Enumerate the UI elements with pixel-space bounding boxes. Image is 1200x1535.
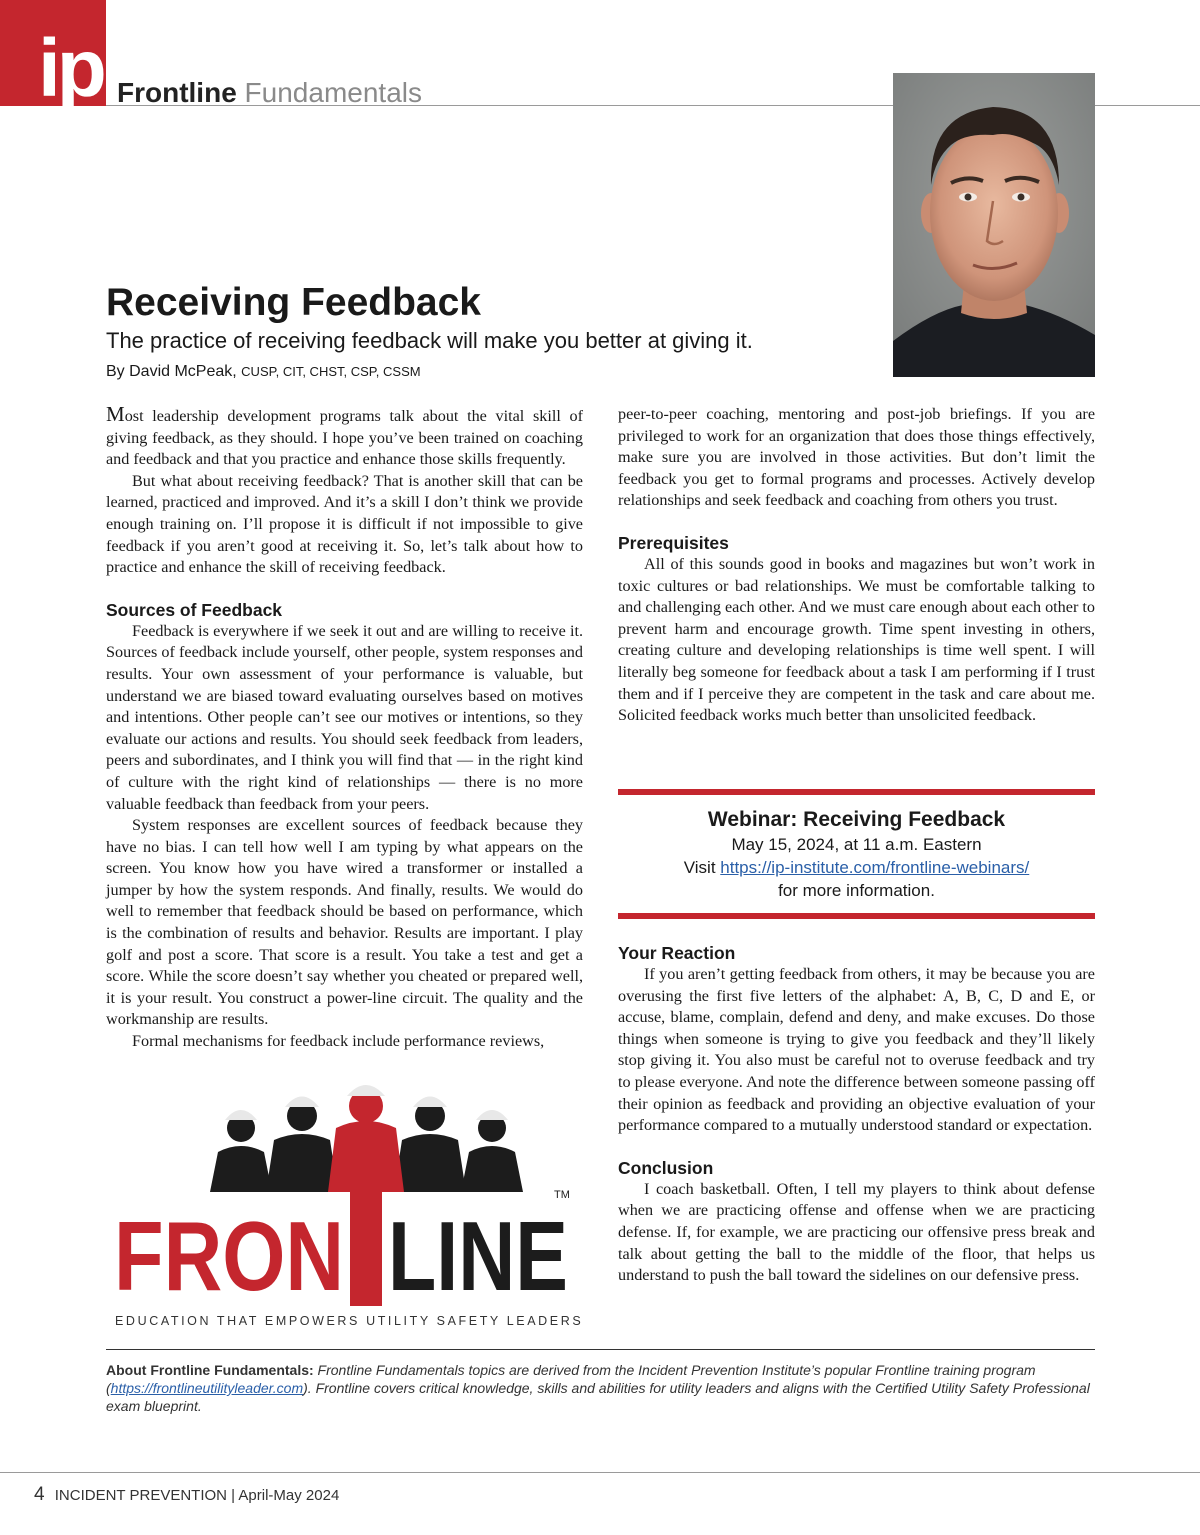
section-name-bold: Frontline (117, 77, 237, 108)
right-column-bottom (618, 942, 1095, 1287)
webinar-more-info: for more information. (778, 881, 935, 900)
intro-paragraph-1 (106, 404, 583, 471)
right-column-top (618, 404, 1095, 727)
footer-rule (0, 1472, 1200, 1473)
webinar-visit-prefix: Visit (683, 858, 716, 877)
footer-separator: | (231, 1487, 236, 1504)
webinar-rule-top (618, 789, 1095, 795)
intro-paragraph-1-text: ost leadership development programs talk about the vital skill of giving feedback, as they should. I hope you’ve been trained on coaching and feedback and that you practice and enhance those skills frequently. (106, 407, 583, 469)
heading-conclusion: Conclusion (618, 1157, 714, 1178)
conclusion-paragraph: I coach basketball. Often, I tell my players to think about defense when we are practicing offense and offense when we are practicing defense. If, for example, we are practicing our offensive press break and talk about getting the ball to the middle of the floor, that helps us understand to push the ball toward the sidelines on our defensive press. (618, 1179, 1095, 1285)
webinar-callout (618, 807, 1095, 902)
article-title: Receiving Feedback (106, 281, 481, 324)
frontline-logo (106, 1080, 586, 1330)
about-frontline-fundamentals (106, 1361, 1095, 1415)
webinar-date: May 15, 2024, at 11 a.m. Eastern (731, 835, 982, 854)
webinar-link[interactable]: https://ip-institute.com/frontline-webinars/ (720, 858, 1030, 877)
sources-paragraph-3: Formal mechanisms for feedback include performance reviews, (132, 1032, 545, 1051)
heading-sources-of-feedback: Sources of Feedback (106, 599, 283, 620)
intro-paragraph-2: But what about receiving feedback? That is another skill that can be learned, practiced and improved. And it’s a skill I don’t think we provide enough training on. I’ll propose it is difficult if not impossible to give feedback if you aren’t good at receiving it. So, let’s talk about how to practice and enhance the skill of receiving feedback. (106, 471, 583, 577)
prerequisites-paragraph: All of this sounds good in books and magazines but won’t work in toxic cultures or bad relationships. We must be comfortable talking to and challenging each other. And we must care enough about each other to prevent harm and encourage growth. Time spent investing in others, creating culture and developing relationships is time well spent. I will literally beg someone for feedback about a task I am performing if I trust them and if I perceive they are competent in the task and care about me. Solicited feedback works much better than unsolicited feedback. (618, 554, 1095, 725)
byline (106, 362, 421, 381)
left-column (106, 404, 583, 1053)
about-text-b: ). Frontline covers critical knowledge, skills and abilities for utility leaders and aligns with the Certified Utility Safety Professional exam blueprint. (106, 1380, 1090, 1414)
section-name (117, 79, 422, 107)
reaction-paragraph: If you aren’t getting feedback from others, it may be because you are overusing the first five letters of the alphabet: A, B, C, D and E, or accuse, blame, complain, defend and deny, and make excuses. Do those things when someone is trying to give you feedback and they’ll likely stop giving it. You also must be careful not to overuse feedback and try to please everyone. And note the difference between someone passing off their opinion as feedback and providing an objective evaluation of your performance compared to a mutually understood standard or expectation. (618, 965, 1095, 1135)
webinar-title: Webinar: Receiving Feedback (707, 808, 1006, 831)
page-footer (34, 1484, 339, 1506)
byline-author: By David McPeak, (106, 363, 237, 380)
publication-name: INCIDENT PREVENTION (54, 1487, 227, 1504)
page-number: 4 (34, 1484, 45, 1505)
about-label: About Frontline Fundamentals: (106, 1362, 314, 1378)
ip-logo (0, 0, 106, 114)
webinar-rule-bottom (618, 913, 1095, 919)
trademark-mark: TM (554, 1189, 570, 1201)
drop-cap: M (106, 402, 125, 426)
about-link[interactable]: https://frontlineutilityleader.com (110, 1380, 304, 1396)
ip-logo-text: ip (38, 23, 103, 114)
heading-prerequisites: Prerequisites (618, 532, 729, 553)
frontline-word-right: LINE (388, 1201, 568, 1311)
byline-credentials: CUSP, CIT, CHST, CSP, CSSM (241, 364, 421, 379)
frontline-word-left: FRON (114, 1201, 344, 1311)
continued-paragraph: peer-to-peer coaching, mentoring and post-job briefings. If you are privileged to work for an organization that does those things effectively, make sure you are involved in those activities. But don’t limit the feedback you get to formal programs and processes. Actively develop relationships and seek feedback and coaching from others you trust. (618, 405, 1095, 510)
about-rule (106, 1349, 1095, 1350)
sources-paragraph-2: System responses are excellent sources of feedback because they have no bias. I can tell how well I am typing by what appears on the screen. You know how you have wired a transformer or installed a jumper by how the system responds. And finally, results. We would do well to remember that feedback should be based on performance, which is the combination of results and behavior. Results are important. I play golf and post a score. That score is a result. You take a test and get a score. While the score doesn’t say whether you cheated or prepared well, it is your result. You construct a power-line circuit. The quality and the workmanship are results. (106, 816, 583, 1029)
about-text-a: Frontline Fundamentals topics are derived from the Incident Prevention Institute’s popular Frontline training program ( (106, 1362, 1036, 1396)
webinar-visit-line (618, 856, 1095, 879)
author-portrait (893, 73, 1095, 377)
issue-date: April-May 2024 (238, 1487, 340, 1504)
frontline-tagline: EDUCATION THAT EMPOWERS UTILITY SAFETY LEADERS (115, 1314, 584, 1328)
section-name-light: Fundamentals (244, 77, 422, 108)
sources-paragraph-1: Feedback is everywhere if we seek it out and are willing to receive it. Sources of feedback include yourself, other people, system responses and results. Your own assessment of your performance is valuable, but understand we are biased toward evaluating ourselves based on motives and intentions. Other people can’t see our motives or intentions, so they evaluate our actions and results. You should seek feedback from leaders, peers and subordinates, and I think you will find that — in the right kind of culture with the right kind of relationships — there is no more valuable feedback than feedback from your peers. (106, 621, 583, 813)
heading-your-reaction: Your Reaction (618, 943, 736, 963)
article-subtitle: The practice of receiving feedback will make you better at giving it. (106, 328, 753, 353)
